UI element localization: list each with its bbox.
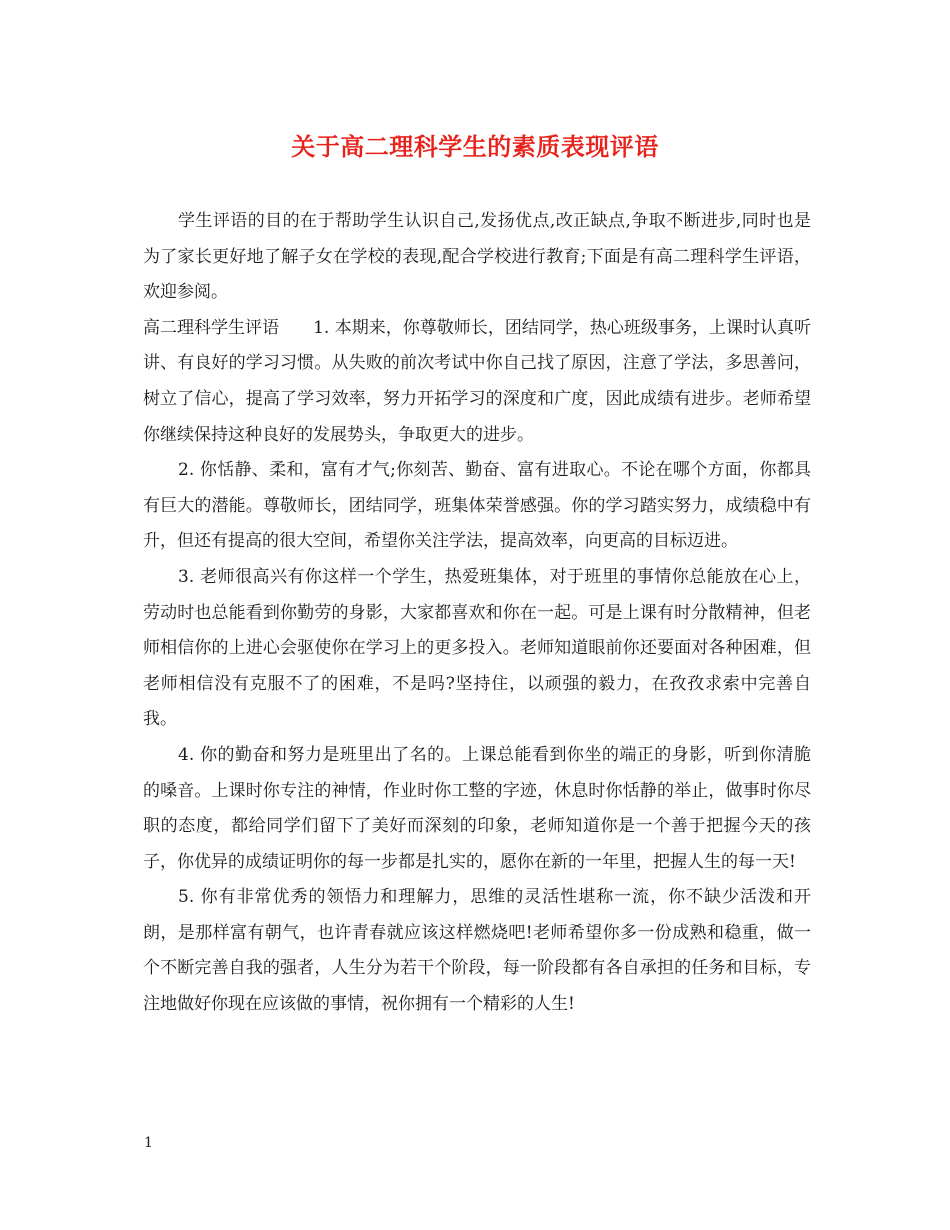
document-title: 关于高二理科学生的素质表现评语	[291, 132, 659, 161]
document-body	[143, 204, 811, 1023]
comment-paragraph-5: 5. 你有非常优秀的领悟力和理解力，思维的灵活性堪称一流，你不缺少活泼和开朗，是那样富有朝气，也许青春就应该这样燃烧吧!老师希望你多一份成熟和稳重，做一个不断完善自我的强者，人生分为若干个阶段，每一阶段都有各自承担的任务和目标，专注地做好你现在应该做的事情，祝你拥有一个精彩的人生!	[143, 887, 811, 1015]
comment-paragraph-4: 4. 你的勤奋和努力是班里出了名的。上课总能看到你坐的端正的身影，听到你清脆的嗓音。上课时你专注的神情，作业时你工整的字迹，休息时你恬静的举止，做事时你尽职的态度，都给同学们留下了美好而深刻的印象，老师知道你是一个善于把握今天的孩子，你优异的成绩证明你的每一步都是扎实的，愿你在新的一年里，把握人生的每一天!	[143, 744, 811, 872]
intro-paragraph: 学生评语的目的在于帮助学生认识自己,发扬优点,改正缺点,争取不断进步,同时也是为了家长更好地了解子女在学校的表现,配合学校进行教育;下面是有高二理科学生评语，欢迎参阅。	[143, 211, 811, 303]
comment-paragraph-1: 高二理科学生评语 1. 本期来，你尊敬师长，团结同学，热心班级事务，上课时认真听讲、有良好的学习习惯。从失败的前次考试中你自己找了原因，注意了学法，多思善问，树立了信心，提高了学习效率，努力开拓学习的深度和广度，因此成绩有进步。老师希望你继续保持这种良好的发展势头，争取更大的进步。	[143, 317, 811, 445]
comment-paragraph-3: 3. 老师很高兴有你这样一个学生，热爱班集体，对于班里的事情你总能放在心上，劳动时也总能看到你勤劳的身影，大家都喜欢和你在一起。可是上课有时分散精神，但老师相信你的上进心会驱使你在学习上的更多投入。老师知道眼前你还要面对各种困难，但老师相信没有克服不了的困难，不是吗?坚持住，以顽强的毅力，在孜孜求索中完善自我。	[143, 566, 811, 730]
comment-paragraph-2: 2. 你恬静、柔和，富有才气;你刻苦、勤奋、富有进取心。不论在哪个方面，你都具有巨大的潜能。尊敬师长，团结同学，班集体荣誉感强。你的学习踏实努力，成绩稳中有升，但还有提高的很大空间，希望你关注学法，提高效率，向更高的目标迈进。	[143, 460, 811, 552]
page-number: 1	[144, 1135, 153, 1151]
